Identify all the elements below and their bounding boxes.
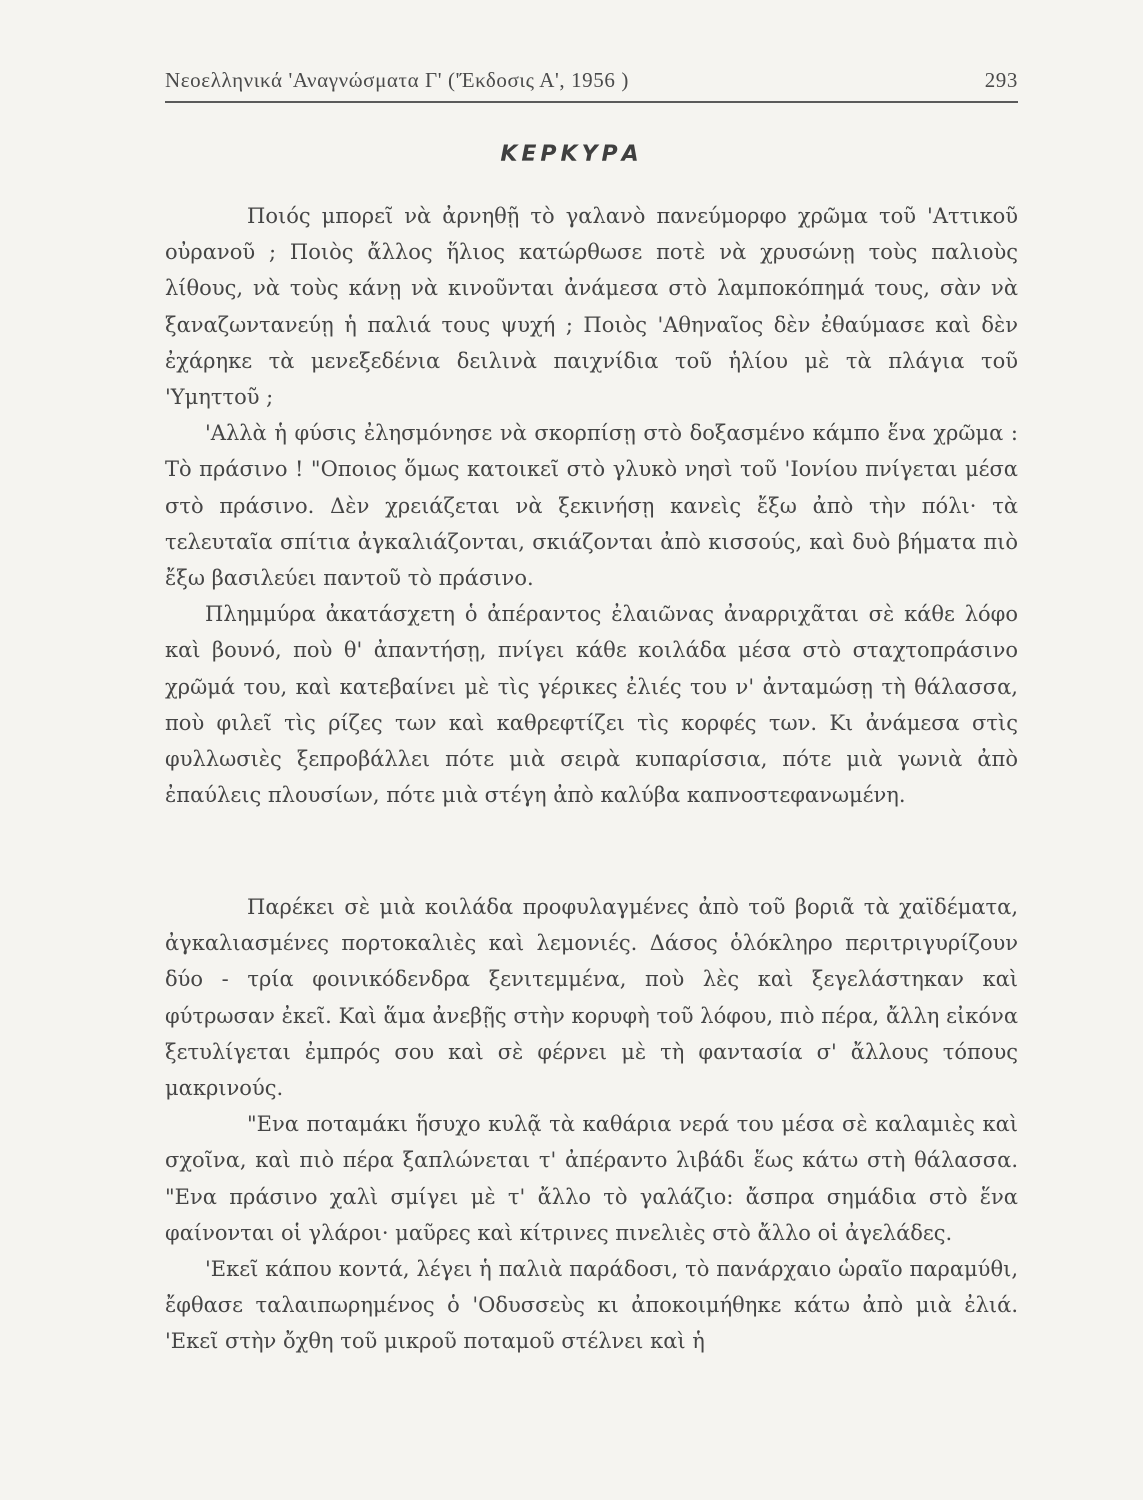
paragraph-2: 'Αλλὰ ἡ φύσις ἐλησμόνησε νὰ σκορπίσῃ στὸ δοξασμένο κάμπο ἕνα χρῶμα : Τὸ πράσινο ! "Οποιος ὅμως κατοικεῖ στὸ γλυκὸ νησὶ τοῦ 'Ιονίου πνίγεται μέσα στὸ πράσινο. Δὲν χρειάζεται νὰ ξεκινήσῃ κανεὶς ἔξω ἀπὸ τὴν πόλι· τὰ τελευταῖα σπίτια ἀγκαλιάζονται, σκιάζονται ἀπὸ κισσούς, καὶ δυὸ βήματα πιὸ ἔξω βασιλεύει παντοῦ τὸ πράσινο. [165,421,1018,591]
page-number: 293 [984,68,1018,92]
running-title: Νεοελληνικά 'Αναγνώσματα Γ' ('Έκδοσις Α', 1956 ) [165,68,629,92]
header-rule [165,101,1018,103]
paragraph-3: Πλημμύρα ἀκατάσχετη ὁ ἀπέραντος ἐλαιῶνας ἀναρριχᾶται σὲ κάθε λόφο καὶ βουνό, ποὺ θ' ἀπαντήσῃ, πνίγει κάθε κοιλάδα μέσα στὸ σταχτοπράσινο χρῶμά του, καὶ κατεβαίνει μὲ τὶς γέρικες ἐλιές του ν' ἀνταμώσῃ τὴ θάλασσα, ποὺ φιλεῖ τὶς ρίζες των καὶ καθρεφτίζει τὶς κορφές των. Κι ἀνάμεσα στὶς φυλλωσιὲς ξεπροβάλλει πότε μιὰ σειρὰ κυπαρίσσια, πότε μιὰ γωνιὰ ἀπὸ ἐπαύλεις πλουσίων, πότε μιὰ στέγη ἀπὸ καλύβα καπνοστεφανωμένη. [165,602,1018,808]
running-head [165,66,1018,100]
text-block-lower [165,889,1018,1360]
paragraph-5: "Ενα ποταμάκι ἥσυχο κυλᾷ τὰ καθάρια νερά του μέσα σὲ καλαμιὲς καὶ σχοῖνα, καὶ πιὸ πέρα ξαπλώνεται τ' ἀπέραντο λιβάδι ἕως κάτω στὴ θάλασσα. "Ενα πράσινο χαλὶ σμίγει μὲ τ' ἄλλο τὸ γαλάζιο: ἄσπρα σημάδια στὸ ἕνα φαίνονται οἱ γλάροι· μαῦρες καὶ κίτρινες πινελιὲς στὸ ἄλλο οἱ ἀγελάδες. [165,1112,1018,1245]
chapter-title: ΚΕΡΚΥΡΑ [500,142,643,167]
text-block-upper [165,198,1018,813]
paragraph-1: Ποιός μπορεῖ νὰ ἀρνηθῇ τὸ γαλανὸ πανεύμορφο χρῶμα τοῦ 'Αττικοῦ οὐρανοῦ ; Ποιὸς ἄλλος ἥλιος κατώρθωσε ποτὲ νὰ χρυσώνῃ τοὺς παλιοὺς λίθους, νὰ τοὺς κάνῃ νὰ κινοῦνται ἀνάμεσα στὸ λαμποκόπημά τους, σὰν νὰ ξαναζωντανεύῃ ἡ παλιά τους ψυχή ; Ποιὸς 'Αθηναῖος δὲν ἐθαύμασε καὶ δὲν ἐχάρηκε τὰ μενεξεδένια δειλινὰ παιχνίδια τοῦ ἡλίου μὲ τὰ πλάγια τοῦ 'Υμηττοῦ ; [165,204,1018,410]
paragraph-6: 'Εκεῖ κάπου κοντά, λέγει ἡ παλιὰ παράδοσι, τὸ πανάρχαιο ὡραῖο παραμύθι, ἔφθασε ταλαιπωρημένος ὁ 'Οδυσσεὺς κι ἀποκοιμήθηκε κάτω ἀπὸ μιὰ ἐλιά. 'Εκεῖ στὴν ὄχθη τοῦ μικροῦ ποταμοῦ στέλνει καὶ ἡ [165,1257,1018,1354]
paragraph-4: Παρέκει σὲ μιὰ κοιλάδα προφυλαγμένες ἀπὸ τοῦ βοριᾶ τὰ χαϊδέματα, ἀγκαλιασμένες πορτοκαλιὲς καὶ λεμονιές. Δάσος ὁλόκληρο περιτριγυρίζουν δύο - τρία φοινικόδενδρα ξενιτεμμένα, ποὺ λὲς καὶ ξεγελάστηκαν καὶ φύτρωσαν ἐκεῖ. Καὶ ἅμα ἀνεβῇς στὴν κορυφὴ τοῦ λόφου, πιὸ πέρα, ἄλλη εἰκόνα ξετυλίγεται ἐμπρός σου καὶ σὲ φέρνει μὲ τὴ φαντασία σ' ἄλλους τόπους μακρινούς. [165,895,1018,1101]
